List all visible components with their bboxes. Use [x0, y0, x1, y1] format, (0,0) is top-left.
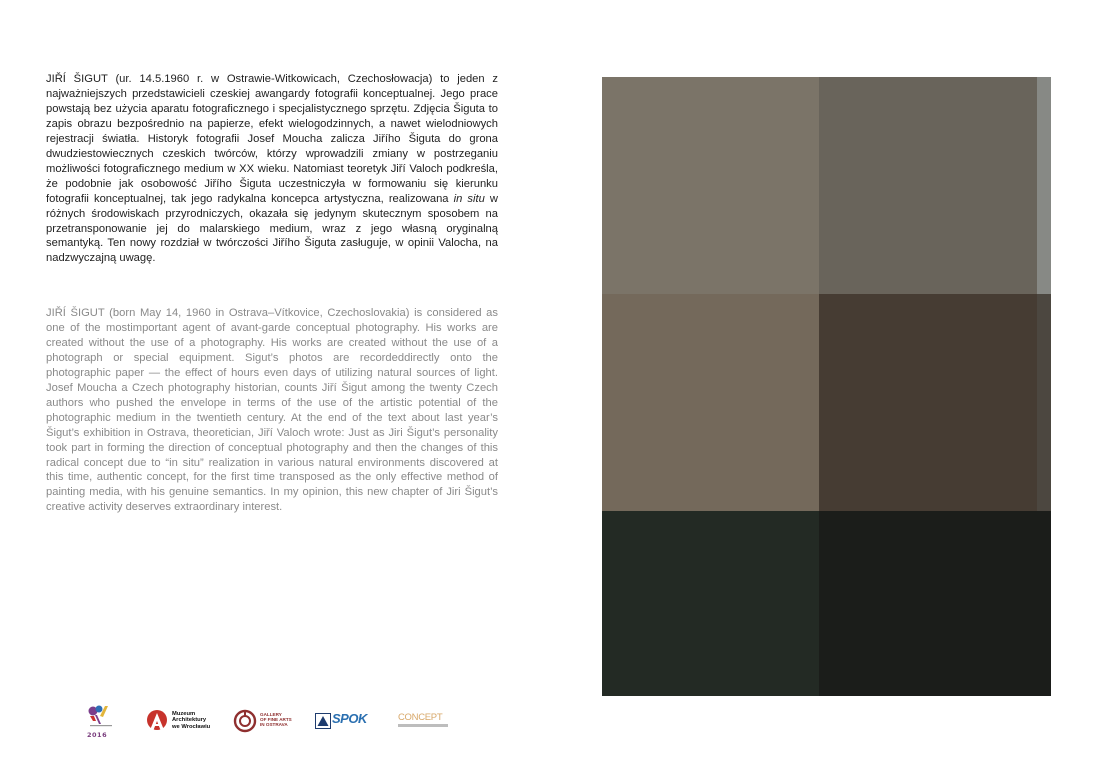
- wroclaw-year-label: 2016: [87, 731, 108, 739]
- photo-block-mid-edge: [1037, 294, 1051, 511]
- wroclaw-2016-icon: [86, 703, 116, 729]
- muzeum-line-2: Architektury: [172, 717, 207, 724]
- muzeum-name: [172, 711, 210, 730]
- concept-wordmark: CONCEPT: [398, 712, 443, 723]
- gallery-line-3: IN OSTRAVA: [260, 722, 288, 728]
- polish-description: [46, 72, 498, 266]
- concept-underline: [398, 724, 448, 727]
- photo-block-top-edge: [1037, 77, 1051, 294]
- muzeum-line-3: we Wrocławiu: [172, 723, 211, 730]
- muzeum-line-1: Muzeum: [172, 711, 196, 717]
- photo-block-top-left: [602, 77, 819, 294]
- photo-block-top-right: [819, 77, 1037, 294]
- wroclaw-2016-logo: [86, 703, 116, 743]
- concept-logo: [398, 703, 458, 743]
- polish-italic-term: in situ: [453, 192, 485, 205]
- spok-wordmark: SPOK: [332, 711, 367, 726]
- photo-block-mid-right: [819, 294, 1037, 511]
- polish-text-part-2: w różnych środowiskach przyrodniczych, okazała się jedynym skutecznym sposobem na przetransponowanie jej do malarskiego medium, wraz z jego własną oryginalną semantyką. Ten nowy rozdział w twórczości Jiřího Šiguta zasługuje, w opinii Valocha, na nadzwyczajną uwagę.: [46, 192, 499, 265]
- english-text-body: (born May 14, 1960 in Ostrava–Vítkovice, Czechoslovakia) is considered as one of the mostimportant agent of avant-garde conceptual photography. His works are created without the use of a photography. His works are created without the use of a photograph or special equipment. Sigut’s photos are recordeddirectly onto the photographic paper — the effect of hours even days of utilizing natural sources of light. Josef Moucha a Czech photography historian, counts Jiří Šigut among the twenty Czech authors who pushed the envelope in terms of the use of the artistic potential of the photographic medium in the twentieth century. At the end of the text about last year’s Šigut’s exhibition in Ostrava, theoretician, Jiří Valoch wrote: Just as Jiri Šigut’s personality took part in forming the direction of conceptual photography and then the changes of this radical concept due to “in situ” realization in various natural environments discovered at this time, authentic concept, for the first time transposed as the only effective method of painting media, with his genuine semantics. In my opinion, this new chapter of Jiri Šigut’s creative activity deserves extraordinary interest.: [46, 307, 498, 514]
- photo-block-bottom-left: [602, 511, 819, 696]
- artist-name-en: JIŘÍ ŠIGUT: [46, 307, 105, 319]
- artist-name-pl: JIŘÍ ŠIGUT: [46, 73, 108, 85]
- gallery-line-2: OF FINE ARTS: [260, 717, 292, 723]
- sponsor-logos: [86, 703, 466, 743]
- photo-block-mid-left: [602, 294, 819, 511]
- gallery-ostrava-logo: [233, 703, 303, 743]
- gallery-line-1: GALLERY: [260, 712, 282, 717]
- muzeum-architektury-logo: [144, 703, 214, 743]
- polish-text-part-1: (ur. 14.5.1960 r. w Ostrawie-Witkowicach, Czechosłowacja) to jeden z najważniejszych przedstawicieli czeskiej awangardy fotografii konceptualnej. Jego prace powstają bez użycia aparatu fotograficznego i specjalistycznego sprzętu. Zdjęcia Šiguta to zapis obrazu bezpośrednio na papierze, efekt wielogodzinnych, a nawet wielodniowych rejestracji światła. Historyk fotografii Josef Moucha zalicza Jiřího Šiguta do grona dwudziestowiecznych czeskich twórców, którzy wprowadzili zmiany w postrzeganiu możliwości fotograficznego medium w XX wieku. Natomiast teoretyk Jiří Valoch podkreśla, że podobnie jak osobowość Jiřího Šiguta uczestniczyła w formowaniu się kierunku fotografii konceptualnej, tak jego radykalna koncepca artystyczna, realizowana: [46, 73, 499, 205]
- gallery-name: [260, 712, 292, 728]
- spok-logo: [315, 703, 380, 743]
- english-description: [46, 306, 498, 515]
- artwork-photo: [602, 77, 1051, 696]
- spok-triangle-icon: [315, 713, 331, 729]
- muzeum-a-icon: [144, 709, 170, 735]
- gallery-ostrava-icon: [233, 709, 259, 735]
- photo-block-bottom-right: [819, 511, 1051, 696]
